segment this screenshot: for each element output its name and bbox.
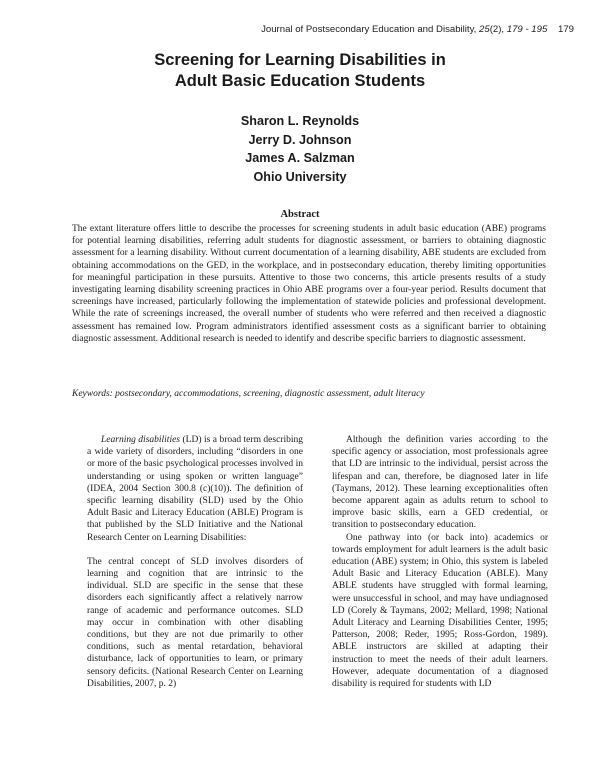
- author-affiliation: Ohio University: [253, 169, 347, 184]
- author-name: Sharon L. Reynolds: [240, 114, 360, 128]
- page-number: 179: [557, 24, 574, 35]
- body-paragraph: One pathway into (or back into) academics or towards employment for adult learners is the adult basic education (ABE) system; in Ohio, this system is labeled Adult Basic and Literacy Education (ABLE). Many ABLE students have struggled with formal learning, were unsuccessful in school, and may have undiagnosed LD (Corely & Taymans, 2002; Mellard, 1998; National Adult Literacy and Learning Disabilities Center, 1995; Patterson, 2008; Reder, 1995; Ross-Gordon, 1989). ABLE instructors are skilled at adapting their instruction to meet the needs of their adult learners. However, adequate documentation of a diagnosed disability is required for students with LD: [332, 532, 548, 690]
- right-column: [332, 434, 548, 690]
- paragraph-text: (LD) is a broad term describing a wide variety of disorders, including “disorders in one or more of the basic psychological processes involved in understanding or using spoken or written language” (IDEA, 2004 Section 300.8 (c)(10)). The definition of specific learning disability (SLD) used by the Ohio Adult Basic and Literacy Education (ABLE) Program is that published by the SLD Initiative and the National Research Center on Learning Disabilities:: [87, 435, 303, 543]
- abstract-text: The extant literature offers little to describe the processes for screening students in adult basic education (ABE) programs for potential learning disabilities, referring adult students for diagnostic assessment, or barriers to obtaining diagnostic assessment for a learning disability. Without current documentation of a learning disability, ABE students are excluded from obtaining accommodations on the GED, in the workplace, and in postsecondary education, thereby limiting opportunities for meaningful participation in these pursuits. Attentive to those two concerns, this article presents results of a study investigating learning disability screening practices in Ohio ABE programs over a four-year period. Results document that screenings have increased, particularly following the implementation of statewide policies and professional development. While the rate of screenings increased, the overall number of students who were referred and then received a diagnostic assessment has remained low. Program administrators identified assessment costs as a significant barrier to obtaining diagnostic assessment. Additional research is needed to identify and describe specific barriers to diagnostic assessment.: [72, 224, 546, 344]
- defined-term: Learning disabilities: [101, 435, 181, 445]
- journal-issue: (2),: [489, 24, 505, 35]
- author-name: James A. Salzman: [245, 151, 355, 165]
- title-line-2: Adult Basic Education Students: [174, 72, 426, 90]
- body-paragraph: Although the definition varies according to the specific agency or association, most professionals agree that LD are intrinsic to the individual, persist across the lifespan and can, therefore, be diagnosed later in life (Taymans, 2012). These learning exceptionalities often become apparent again as adults return to school to improve basic skills, earn a GED credential, or transition to postsecondary education.: [332, 435, 548, 531]
- journal-volume: 25: [479, 24, 490, 35]
- left-column: [87, 434, 303, 690]
- abstract-heading: Abstract: [280, 209, 320, 220]
- body-paragraph: [87, 434, 303, 544]
- title-line-1: Screening for Learning Disabilities in: [154, 51, 446, 69]
- article-title: [0, 50, 600, 92]
- keywords: Keywords: postsecondary, accommodations, screening, diagnostic assessment, adult literacy: [72, 389, 425, 399]
- running-header: [261, 24, 574, 35]
- block-quote: The central concept of SLD involves disorders of learning and cognition that are intrinsic to the individual. SLD are specific in the sense that these disorders each significantly affect a relatively narrow range of academic and performance outcomes. SLD may occur in combination with other disabling conditions, but they are not due primarily to other conditions, such as mental retardation, behavioral disturbance, lack of opportunities to learn, or primary sensory deficits. (National Research Center on Learning Disabilities, 2007, p. 2): [87, 556, 303, 689]
- author-name: Jerry D. Johnson: [248, 132, 352, 147]
- journal-pages: 179 - 195: [506, 24, 548, 35]
- author-block: [0, 112, 600, 186]
- journal-name: Journal of Postsecondary Education and Disability,: [261, 24, 477, 35]
